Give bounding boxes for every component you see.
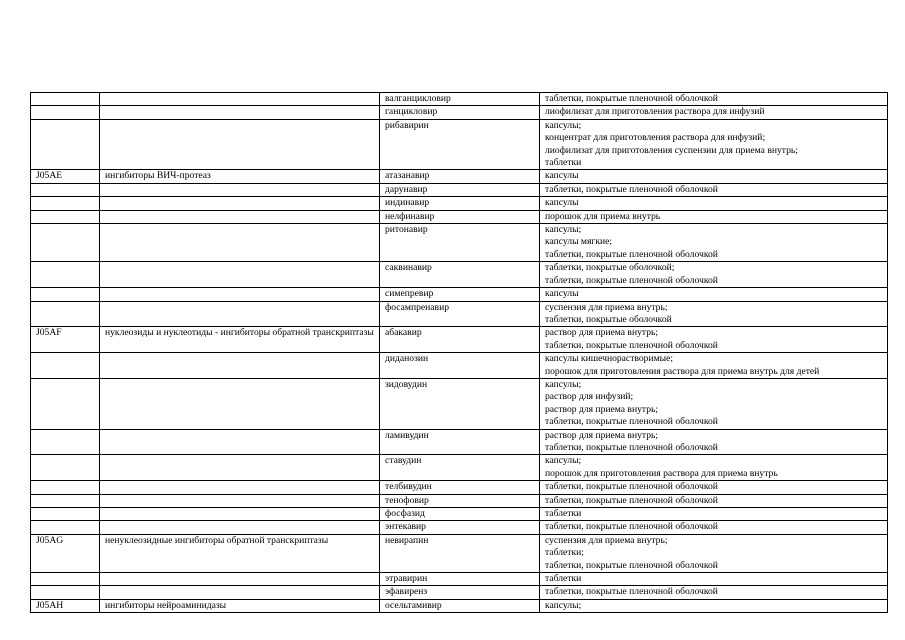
table-row [31, 119, 888, 170]
group-name-cell [100, 119, 380, 170]
drug-name-cell: атазанавир [380, 170, 540, 183]
atc-code-cell [31, 288, 100, 301]
group-name-cell [100, 481, 380, 494]
dosage-form-cell: таблетки [540, 573, 888, 586]
drug-name-cell: энтекавир [380, 521, 540, 534]
drug-name-cell: телбивудин [380, 481, 540, 494]
drug-name-cell: невирапин [380, 534, 540, 572]
drug-name-cell: эфавиренз [380, 586, 540, 599]
group-name-cell [100, 508, 380, 521]
atc-code-cell [31, 262, 100, 288]
drug-table-body [31, 93, 888, 613]
table-row [31, 262, 888, 288]
table-row [31, 183, 888, 196]
drug-name-cell: диданозин [380, 353, 540, 379]
dosage-form-cell: капсулы [540, 288, 888, 301]
table-row [31, 197, 888, 210]
table-row [31, 481, 888, 494]
table-row [31, 378, 888, 429]
table-row [31, 455, 888, 481]
atc-code-cell [31, 521, 100, 534]
group-name-cell [100, 210, 380, 223]
dosage-form-cell: суспензия для приема внутрь; таблетки; таблетки, покрытые пленочной оболочкой [540, 534, 888, 572]
drug-name-cell: нелфинавир [380, 210, 540, 223]
dosage-form-cell: капсулы [540, 197, 888, 210]
group-name-cell: нуклеозиды и нуклеотиды - ингибиторы обратной транскриптазы [100, 327, 380, 353]
drug-name-cell: ритонавир [380, 224, 540, 262]
atc-code-cell [31, 494, 100, 507]
drug-name-cell: индинавир [380, 197, 540, 210]
table-row [31, 210, 888, 223]
table-row [31, 93, 888, 106]
atc-code-cell [31, 183, 100, 196]
atc-code-cell [31, 378, 100, 429]
drug-name-cell: фосфазид [380, 508, 540, 521]
dosage-form-cell: таблетки, покрытые оболочкой; таблетки, покрытые пленочной оболочкой [540, 262, 888, 288]
table-row [31, 494, 888, 507]
dosage-form-cell: таблетки, покрытые пленочной оболочкой [540, 586, 888, 599]
atc-code-cell [31, 573, 100, 586]
group-name-cell [100, 586, 380, 599]
group-name-cell [100, 521, 380, 534]
dosage-form-cell: таблетки, покрытые пленочной оболочкой [540, 481, 888, 494]
group-name-cell [100, 93, 380, 106]
dosage-form-cell: таблетки, покрытые пленочной оболочкой [540, 521, 888, 534]
group-name-cell: ненуклеозидные ингибиторы обратной транскриптазы [100, 534, 380, 572]
drug-name-cell: ламивудин [380, 429, 540, 455]
atc-code-cell [31, 353, 100, 379]
drug-name-cell: этравирин [380, 573, 540, 586]
group-name-cell [100, 183, 380, 196]
atc-code-cell [31, 93, 100, 106]
table-row [31, 288, 888, 301]
table-row [31, 353, 888, 379]
drug-name-cell: дарунавир [380, 183, 540, 196]
atc-code-cell [31, 106, 100, 119]
table-row [31, 106, 888, 119]
drug-name-cell: абакавир [380, 327, 540, 353]
table-row [31, 224, 888, 262]
dosage-form-cell: таблетки, покрытые пленочной оболочкой [540, 93, 888, 106]
dosage-form-cell: капсулы кишечнорастворимые; порошок для приготовления раствора для приема внутрь для детей [540, 353, 888, 379]
table-row [31, 301, 888, 327]
dosage-form-cell: раствор для приема внутрь; таблетки, покрытые пленочной оболочкой [540, 429, 888, 455]
dosage-form-cell: суспензия для приема внутрь; таблетки, покрытые оболочкой [540, 301, 888, 327]
dosage-form-cell: капсулы; [540, 599, 888, 612]
dosage-form-cell: капсулы [540, 170, 888, 183]
group-name-cell: ингибиторы нейроаминидазы [100, 599, 380, 612]
table-row [31, 534, 888, 572]
table-row [31, 521, 888, 534]
drug-name-cell: осельтамивир [380, 599, 540, 612]
drug-name-cell: тенофовир [380, 494, 540, 507]
dosage-form-cell: капсулы; капсулы мягкие; таблетки, покрытые пленочной оболочкой [540, 224, 888, 262]
table-row [31, 586, 888, 599]
group-name-cell [100, 197, 380, 210]
drug-name-cell: ставудин [380, 455, 540, 481]
atc-code-cell [31, 586, 100, 599]
group-name-cell [100, 353, 380, 379]
dosage-form-cell: порошок для приема внутрь [540, 210, 888, 223]
atc-code-cell [31, 224, 100, 262]
drug-name-cell: зидовудин [380, 378, 540, 429]
drug-name-cell: ганцикловир [380, 106, 540, 119]
group-name-cell [100, 573, 380, 586]
atc-code-cell [31, 119, 100, 170]
drug-name-cell: валганцикловир [380, 93, 540, 106]
atc-code-cell [31, 197, 100, 210]
group-name-cell [100, 494, 380, 507]
group-name-cell [100, 378, 380, 429]
dosage-form-cell: таблетки [540, 508, 888, 521]
table-row [31, 599, 888, 612]
table-row [31, 573, 888, 586]
drug-name-cell: рибавирин [380, 119, 540, 170]
drug-table [30, 92, 888, 613]
dosage-form-cell: капсулы; концентрат для приготовления раствора для инфузий; лиофилизат для приготовления суспензии для приема внутрь; таблетки [540, 119, 888, 170]
table-row [31, 327, 888, 353]
dosage-form-cell: таблетки, покрытые пленочной оболочкой [540, 494, 888, 507]
group-name-cell [100, 262, 380, 288]
table-row [31, 170, 888, 183]
table-row [31, 508, 888, 521]
atc-code-cell [31, 508, 100, 521]
table-row [31, 429, 888, 455]
drug-name-cell: фосампренавир [380, 301, 540, 327]
dosage-form-cell: лиофилизат для приготовления раствора для инфузий [540, 106, 888, 119]
atc-code-cell: J05AG [31, 534, 100, 572]
drug-name-cell: симепревир [380, 288, 540, 301]
group-name-cell [100, 288, 380, 301]
atc-code-cell [31, 481, 100, 494]
group-name-cell [100, 429, 380, 455]
atc-code-cell: J05AF [31, 327, 100, 353]
group-name-cell [100, 301, 380, 327]
atc-code-cell [31, 429, 100, 455]
atc-code-cell [31, 455, 100, 481]
group-name-cell [100, 455, 380, 481]
dosage-form-cell: капсулы; раствор для инфузий; раствор для приема внутрь; таблетки, покрытые пленочной оболочкой [540, 378, 888, 429]
dosage-form-cell: таблетки, покрытые пленочной оболочкой [540, 183, 888, 196]
dosage-form-cell: раствор для приема внутрь; таблетки, покрытые пленочной оболочкой [540, 327, 888, 353]
atc-code-cell [31, 301, 100, 327]
dosage-form-cell: капсулы; порошок для приготовления раствора для приема внутрь [540, 455, 888, 481]
drug-name-cell: саквинавир [380, 262, 540, 288]
document-page [30, 92, 887, 613]
atc-code-cell: J05AH [31, 599, 100, 612]
group-name-cell [100, 106, 380, 119]
atc-code-cell: J05AE [31, 170, 100, 183]
group-name-cell [100, 224, 380, 262]
group-name-cell: ингибиторы ВИЧ-протеаз [100, 170, 380, 183]
atc-code-cell [31, 210, 100, 223]
